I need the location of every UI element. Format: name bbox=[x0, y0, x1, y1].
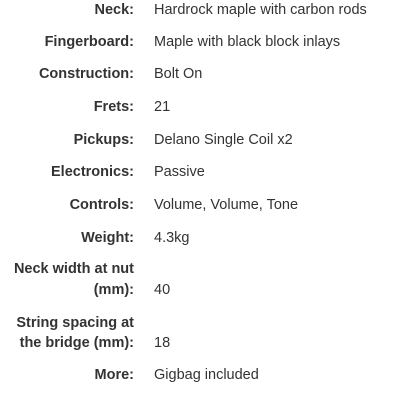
spec-label: More: bbox=[94, 367, 134, 383]
spec-label-line1: String spacing at bbox=[16, 315, 134, 331]
spec-value: 18 bbox=[154, 335, 171, 351]
spec-value: Delano Single Coil x2 bbox=[154, 132, 293, 148]
spec-value: 40 bbox=[154, 282, 171, 298]
spec-label: Electronics: bbox=[51, 164, 134, 180]
spec-label-line1: Neck width at nut bbox=[13, 261, 134, 277]
spec-value: Gigbag included bbox=[154, 367, 259, 383]
spec-label-line2: (mm): bbox=[93, 282, 134, 298]
spec-value: 21 bbox=[154, 99, 171, 115]
spec-label: Construction: bbox=[38, 66, 134, 82]
spec-value: 4.3kg bbox=[154, 230, 190, 246]
spec-value: Volume, Volume, Tone bbox=[154, 197, 299, 213]
spec-value: Hardrock maple with carbon rods bbox=[154, 2, 367, 18]
spec-label-line2: the bridge (mm): bbox=[19, 335, 134, 351]
spec-label: Frets: bbox=[93, 99, 134, 115]
spec-value: Passive bbox=[154, 164, 205, 180]
spec-label: Controls: bbox=[69, 197, 134, 213]
spec-label: Pickups: bbox=[73, 132, 134, 148]
spec-value: Bolt On bbox=[154, 66, 203, 82]
spec-value: Maple with black block inlays bbox=[154, 34, 341, 50]
spec-label: Fingerboard: bbox=[44, 34, 134, 50]
spec-label: Neck: bbox=[94, 2, 134, 18]
spec-label: Weight: bbox=[81, 230, 134, 246]
